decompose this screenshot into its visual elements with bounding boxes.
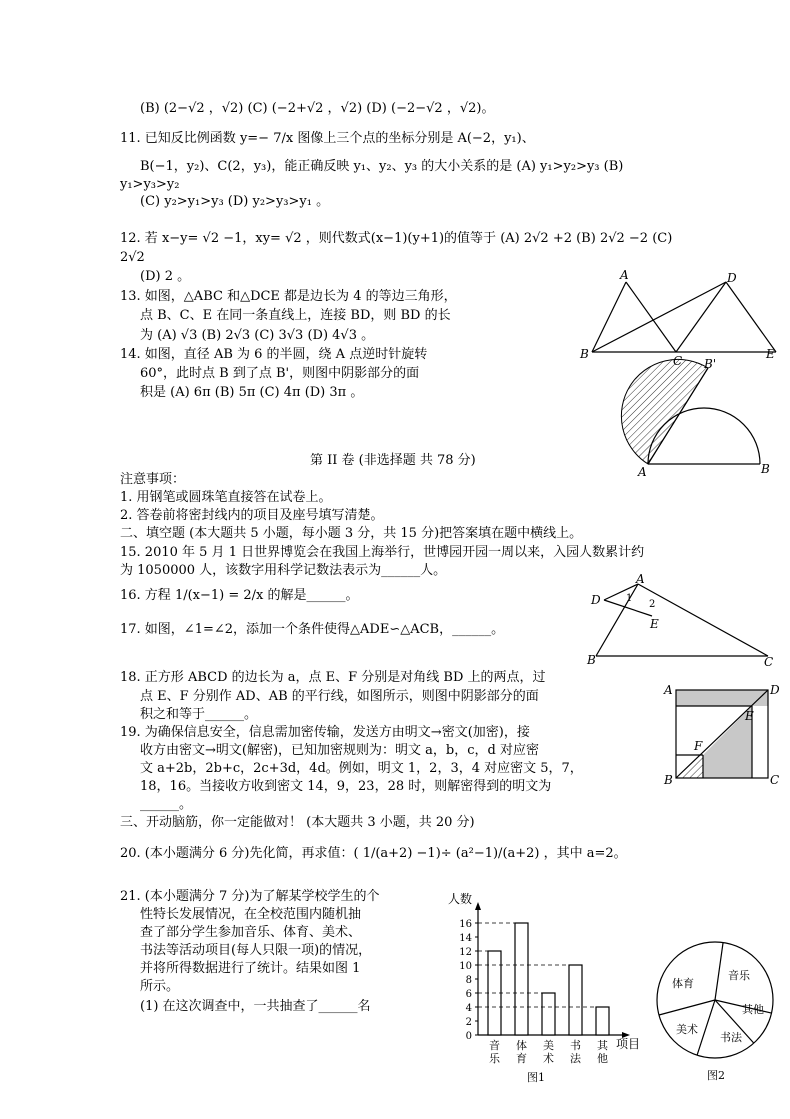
q13-stem: 13. 如图，△ABC 和△DCE 都是边长为 4 的等边三角形， (120, 289, 457, 304)
label-b: B (664, 773, 673, 787)
y-axis-label: 人数 (448, 892, 473, 906)
q19-line2: 收方由密文→明文(解密)，已知加密规则为：明文 a，b，c，d 对应密 (140, 743, 539, 758)
label-b: B (580, 347, 589, 361)
q19-line5: ______。 (140, 797, 193, 812)
note-1: 1. 用钢笔或圆珠笔直接答在试卷上。 (120, 490, 332, 505)
category-label: 体 (516, 1039, 527, 1052)
y-tick-label: 16 (459, 919, 472, 930)
slice-label: 书法 (720, 1031, 742, 1044)
x-axis-label: 项目 (616, 1037, 641, 1051)
y-tick-label: 12 (459, 947, 472, 958)
label-c: C (764, 655, 774, 669)
q13-line2: 点 B、C、E 在同一条直线上，连接 BD，则 BD 的长 (140, 308, 451, 323)
label-e: E (766, 347, 775, 361)
label-b-prime: B' (704, 357, 717, 371)
y-axis-arrow (475, 902, 481, 910)
side-cd (676, 282, 726, 352)
category-label: 术 (543, 1052, 554, 1065)
angle-2-label: 2 (649, 599, 656, 610)
side-ba (592, 282, 626, 352)
label-a: A (664, 683, 673, 697)
bar-chart-figure-1 (440, 890, 650, 1090)
q14-options: 积是 (A) 6π (B) 5π (C) 4π (D) 3π 。 (140, 385, 364, 400)
label-a: A (638, 465, 647, 479)
slice-label: 体育 (672, 977, 694, 990)
q11-options: (C) y₂>y₁>y₃ (D) y₂>y₃>y₁ 。 (140, 194, 330, 209)
label-b: B (761, 462, 770, 476)
q12-option-d: (D) 2 。 (140, 269, 191, 284)
q10-options: (B) (2−√2 ，√2) (C) (−2+√2 ，√2) (D) (−2−√2 ，√2)。 (140, 101, 495, 116)
section-title: 第 II 卷 (非选择题 共 78 分) (310, 453, 476, 468)
q21-stem: 21. (本小题满分 7 分)为了解某学校学生的个 (120, 889, 380, 904)
category-label: 美 (543, 1039, 554, 1052)
label-d: D (770, 683, 780, 697)
fill-blank-heading: 二、填空题 (本大题共 5 小题，每小题 3 分，共 15 分)把答案填在题中横线上。 (120, 526, 583, 541)
bar-4 (596, 1007, 609, 1035)
slice-label: 美术 (676, 1023, 698, 1036)
category-label: 其 (597, 1039, 608, 1052)
q12-stem: 12. 若 x−y= √2 −1，xy= √2 ，则代数式(x−1)(y+1)的值等于 (A) 2√2 +2 (B) 2√2 −2 (C) (120, 231, 673, 246)
label-c: C (770, 773, 780, 787)
label-d: D (727, 271, 737, 285)
label-d: D (591, 593, 601, 607)
label-a: A (636, 572, 645, 586)
q14-stem: 14. 如图，直径 AB 为 6 的半圆，绕 A 点逆时针旋转 (120, 347, 428, 362)
y-tick-label: 14 (459, 933, 472, 944)
figure-q13 (580, 270, 780, 370)
q18-stem: 18. 正方形 ABCD 的边长为 a，点 E、F 分别是对角线 BD 上的两点，过 (120, 670, 546, 685)
side-ac (626, 282, 676, 352)
q17-stem: 17. 如图，∠1=∠2，添加一个条件使得△ADE∽△ACB，______。 (120, 622, 505, 637)
q12-line2: 2√2 (120, 250, 145, 265)
q14-line2: 60°，此时点 B 到了点 B'，则图中阴影部分的面 (140, 366, 420, 381)
q19-line3: 文 a+2b，2b+c，2c+3d，4d。例如，明文 1，2，3，4 对应密文 5，7， (140, 761, 583, 776)
y-tick-label: 10 (459, 961, 472, 972)
slice-label: 音乐 (728, 969, 750, 982)
segment-bd (592, 282, 726, 352)
q11-stem: 11. 已知反比例函数 y=− 7/x 图像上三个点的坐标分别是 A(−2，y₁)、 (120, 131, 535, 146)
label-e: E (745, 709, 754, 723)
figure-q14 (620, 357, 780, 480)
side-de (726, 282, 776, 352)
q21-line3: 查了部分学生参加音乐、体育、美术、 (140, 925, 362, 940)
q11-line2: B(−1，y₂)、C(2，y₃)，能正确反映 y₁、y₂、y₃ 的大小关系的是 (A) y₁>y₂>y₃ (B) (140, 159, 624, 174)
q21-line6: 所示。 (140, 979, 180, 994)
bar-3 (569, 965, 582, 1035)
y-tick-label: 2 (465, 1017, 472, 1028)
q15-stem: 15. 2010 年 5 月 1 日世界博览会在我国上海举行，世博园开园一周以来，入园人数累计约 (120, 545, 645, 560)
category-label: 音 (489, 1039, 500, 1052)
q20-stem: 20. (本小题满分 6 分)先化简，再求值：( 1/(a+2) −1)÷ (a²−1)/(a+2) ，其中 a=2。 (120, 846, 627, 861)
y-tick-label: 8 (465, 975, 472, 986)
y-tick-label: 6 (465, 989, 472, 1000)
q18-line2: 点 E、F 分别作 AD、AB 的平行线，如图所示，则图中阴影部分的面 (140, 689, 539, 704)
category-label: 他 (597, 1052, 608, 1065)
section3-heading: 三、开动脑筋，你一定能做对！ (本大题共 3 小题，共 20 分) (120, 815, 475, 830)
q18-line3: 积之和等于______。 (140, 707, 258, 722)
pie-chart-figure-2 (650, 935, 785, 1085)
note-2: 2. 答卷前将密封线内的项目及座号填写清楚。 (120, 508, 384, 523)
angle-1-label: 1 (626, 593, 633, 604)
chart-title: 图1 (527, 1071, 545, 1084)
slice-label: 其他 (742, 1003, 764, 1016)
q19-line4: 18，16。当接收方收到密文 14，9，23，28 时，则解密得到的明文为 (140, 779, 552, 794)
y-tick-label: 4 (465, 1003, 472, 1014)
category-label: 法 (570, 1052, 581, 1065)
q13-options: 为 (A) √3 (B) 2√3 (C) 3√3 (D) 4√3 。 (140, 328, 375, 343)
figure-q17 (582, 574, 782, 668)
q21-line5: 并将所得数据进行了统计。结果如图 1 (140, 961, 361, 976)
notes-heading: 注意事项： (120, 472, 186, 487)
q21-line2: 性特长发展情况，在全校范围内随机抽 (140, 907, 362, 922)
q21-part1: (1) 在这次调查中，一共抽查了______名 (140, 999, 371, 1014)
label-e: E (650, 617, 659, 631)
figure-q18 (660, 680, 790, 786)
y-tick-label: 0 (465, 1031, 472, 1042)
q11-line3: y₁>y₃>y₂ (120, 177, 180, 192)
label-f: F (694, 739, 703, 753)
q19-stem: 19. 为确保信息安全，信息需加密传输，发送方由明文→密文(加密)，接 (120, 725, 530, 740)
q16-stem: 16. 方程 1/(x−1) = 2/x 的解是______。 (120, 588, 359, 603)
bar-2 (542, 993, 555, 1035)
label-b: B (587, 653, 596, 667)
category-label: 育 (516, 1052, 527, 1065)
label-a: A (620, 268, 629, 282)
q21-line4: 书法等活动项目(每人只限一项)的情况， (140, 943, 372, 958)
chart-title: 图2 (707, 1069, 725, 1082)
shaded-region (621, 359, 708, 464)
q15-line2: 为 1050000 人，该数字用科学记数法表示为______人。 (120, 563, 447, 578)
category-label: 书 (570, 1039, 581, 1052)
category-label: 乐 (489, 1052, 500, 1065)
bar-1 (515, 923, 528, 1035)
